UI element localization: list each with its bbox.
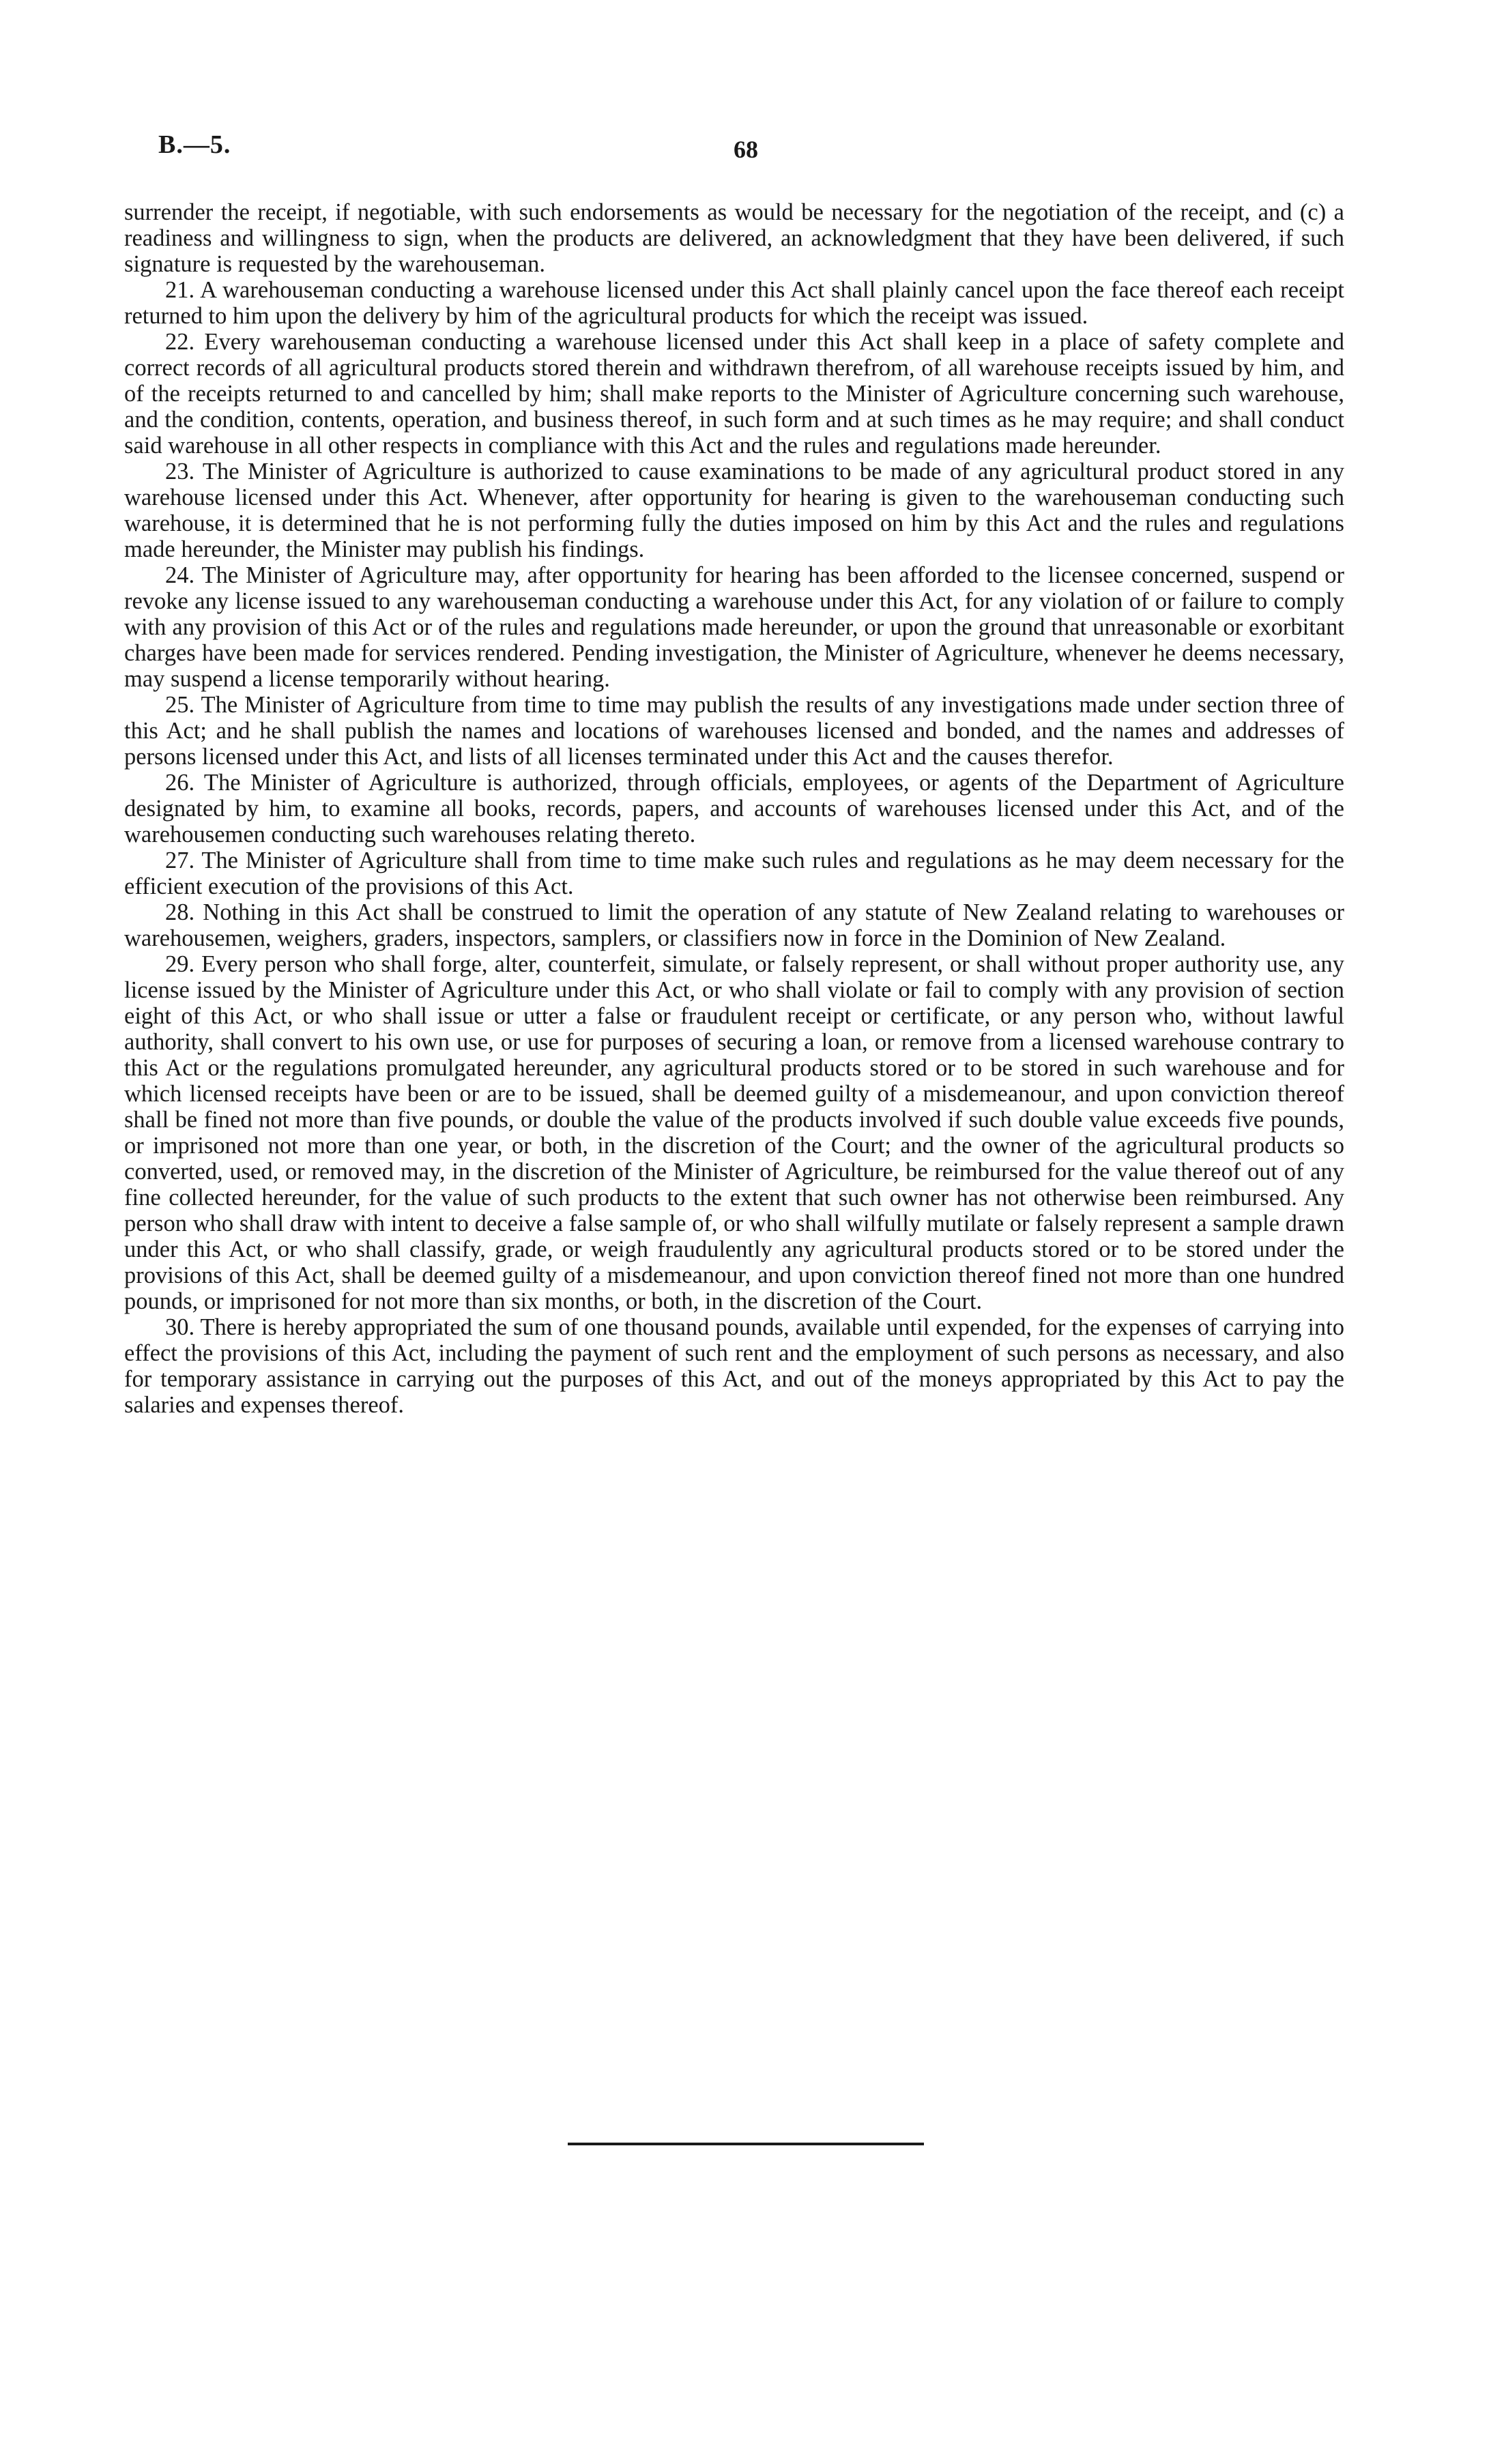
section-23: 23. The Minister of Agriculture is authorized to cause examinations to be made of any agricultural product stored in any warehouse licensed under this Act. Whenever, after opportunity for hearing is given to the warehouseman conducting such warehouse, it is determined that he is not performing fully the duties imposed on him by this Act and the rules and regulations made hereunder, the Minister may publish his findings. (124, 459, 1344, 562)
page-number: 68 (734, 136, 758, 163)
section-28: 28. Nothing in this Act shall be construed to limit the operation of any statute of New Zealand relating to warehouses or warehousemen, weighers, graders, inspectors, samplers, or classifiers now in force in the Dominion of New Zealand. (124, 899, 1344, 951)
section-30: 30. There is hereby appropriated the sum of one thousand pounds, available until expended, for the expenses of carrying into effect the provisions of this Act, including the payment of such rent and the employment of such persons as necessary, and also for temporary assistance in carrying out the purposes of this Act, and out of the moneys appropriated by this Act to pay the salaries and expenses thereof. (124, 1314, 1344, 1418)
document-reference: B.—5. (158, 130, 231, 159)
closing-rule (568, 2143, 924, 2145)
section-29: 29. Every person who shall forge, alter, counterfeit, simulate, or falsely represent, or shall without proper authority use, any license issued by the Minister of Agriculture under this Act, or who shall violate or fail to comply with any provision of section eight of this Act, or who shall issue or utter a false or fraudulent receipt or certificate, or any person who, without lawful authority, shall convert to his own use, or use for purposes of securing a loan, or remove from a licensed warehouse contrary to this Act or the regulations promulgated hereunder, any agricultural products stored or to be stored in such warehouse and for which licensed receipts have been or are to be issued, shall be deemed guilty of a misdemeanour, and upon conviction thereof shall be fined not more than five pounds, or double the value of the products involved if such double value exceeds five pounds, or imprisoned not more than one year, or both, in the discretion of the Court; and the owner of the agricultural products so converted, used, or removed may, in the discretion of the Minister of Agriculture, be reimbursed for the value thereof out of any fine collected hereunder, for the value of such products to the extent that such owner has not otherwise been reimbursed. Any person who shall draw with intent to deceive a false sample of, or who shall wilfully mutilate or falsely represent a sample drawn under this Act, or who shall classify, grade, or weigh fraudulently any agricultural products stored or to be stored under the provisions of this Act, shall be deemed guilty of a misdemeanour, and upon conviction thereof fined not more than one hundred pounds, or imprisoned for not more than six months, or both, in the discretion of the Court. (124, 951, 1344, 1314)
section-24: 24. The Minister of Agriculture may, after opportunity for hearing has been afforded to the licensee concerned, suspend or revoke any license issued to any warehouseman conducting a warehouse under this Act, for any violation of or failure to comply with any provision of this Act or of the rules and regulations made hereunder, or upon the ground that unreasonable or exorbitant charges have been made for services rendered. Pending investigation, the Minister of Agriculture, whenever he deems necessary, may suspend a license temporarily without hearing. (124, 562, 1344, 692)
paragraph-continuation: surrender the receipt, if negotiable, with such endorsements as would be necessary for the negotiation of the receipt, and (c) a readiness and willingness to sign, when the products are delivered, an acknowledgment that they have been delivered, if such signature is requested by the warehouseman. (124, 199, 1344, 277)
section-27: 27. The Minister of Agriculture shall from time to time make such rules and regulations as he may deem necessary for the efficient execution of the provisions of this Act. (124, 847, 1344, 899)
section-26: 26. The Minister of Agriculture is authorized, through officials, employees, or agents of the Department of Agriculture designated by him, to examine all books, records, papers, and accounts of warehouses licensed under this Act, and of the warehousemen conducting such warehouses relating thereto. (124, 770, 1344, 847)
section-22: 22. Every warehouseman conducting a warehouse licensed under this Act shall keep in a place of safety complete and correct records of all agricultural products stored therein and withdrawn therefrom, of all warehouse receipts issued by him, and of the receipts returned to and cancelled by him; shall make reports to the Minister of Agriculture concerning such warehouse, and the condition, contents, operation, and business thereof, in such form and at such times as he may require; and shall conduct said warehouse in all other respects in compliance with this Act and the rules and regulations made hereunder. (124, 329, 1344, 459)
section-25: 25. The Minister of Agriculture from time to time may publish the results of any investigations made under section three of this Act; and he shall publish the names and locations of warehouses licensed and bonded, and the names and addresses of persons licensed under this Act, and lists of all licenses terminated under this Act and the causes therefor. (124, 692, 1344, 770)
body-text (124, 199, 1344, 1418)
section-21: 21. A warehouseman conducting a warehouse licensed under this Act shall plainly cancel upon the face thereof each receipt returned to him upon the delivery by him of the agricultural products for which the receipt was issued. (124, 277, 1344, 329)
